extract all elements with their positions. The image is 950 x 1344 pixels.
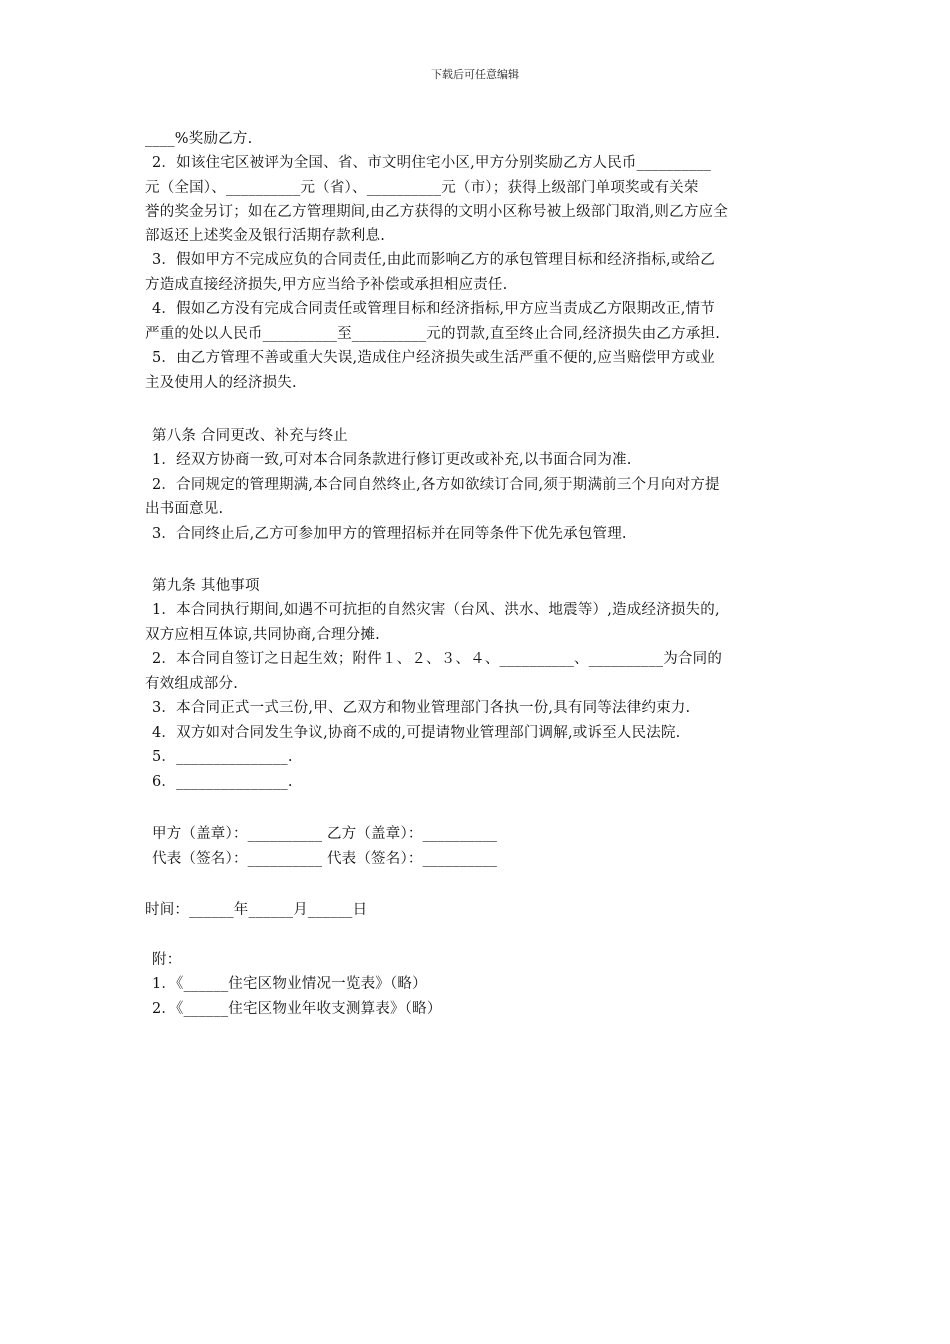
text-line: 5．_______________. <box>152 749 293 765</box>
text-line: 誉的奖金另订；如在乙方管理期间,由乙方获得的文明小区称号被上级部门取消,则乙方应全 <box>145 204 728 220</box>
text-line: 元（全国）、__________元（省）、__________元（市）；获得上级部门单项奖或有关荣 <box>145 180 699 196</box>
text-line: 2．合同规定的管理期满,本合同自然终止,各方如欲续订合同,须于期满前三个月向对方提 <box>152 477 720 493</box>
text-line: 出书面意见. <box>145 501 224 517</box>
page-header: 下载后可任意编辑 <box>431 68 519 81</box>
text-line: 3．合同终止后,乙方可参加甲方的管理招标并在同等条件下优先承包管理. <box>152 526 627 542</box>
date-line: 时间：______年______月______日 <box>145 902 368 918</box>
appendix-heading: 附： <box>152 952 182 968</box>
text-line: 主及使用人的经济损失. <box>145 375 297 391</box>
text-line: 严重的处以人民币__________至__________元的罚款,直至终止合同,经济损失由乙方承担. <box>145 326 721 342</box>
text-line: 5．由乙方管理不善或重大失误,造成住户经济损失或生活严重不便的,应当赔偿甲方或业 <box>152 350 715 366</box>
text-line: 部返还上述奖金及银行活期存款利息. <box>145 228 386 244</box>
appendix-item: 2．《______住宅区物业年收支测算表》（略） <box>152 1001 442 1017</box>
text-line: 4．双方如对合同发生争议,协商不成的,可提请物业管理部门调解,或诉至人民法院. <box>152 725 681 741</box>
text-line: ____%奖励乙方. <box>145 131 253 147</box>
signature-line: 代表（签名）：__________ 代表（签名）：__________ <box>152 851 498 867</box>
signature-line: 甲方（盖章）：__________ 乙方（盖章）：__________ <box>152 826 498 842</box>
text-line: 有效组成部分. <box>145 676 239 692</box>
text-line: 3．假如甲方不完成应负的合同责任,由此而影响乙方的承包管理目标和经济指标,或给乙 <box>152 252 715 268</box>
appendix-item: 1．《______住宅区物业情况一览表》（略） <box>152 976 427 992</box>
text-line: 1．本合同执行期间,如遇不可抗拒的自然灾害（台风、洪水、地震等）,造成经济损失的, <box>152 602 720 618</box>
text-line: 6．_______________. <box>152 774 293 790</box>
section-heading: 第九条 其他事项 <box>152 578 260 594</box>
text-line: 2．如该住宅区被评为全国、省、市文明住宅小区,甲方分别奖励乙方人民币__________ <box>152 155 712 171</box>
text-line: 4．假如乙方没有完成合同责任或管理目标和经济指标,甲方应当责成乙方限期改正,情节 <box>152 301 715 317</box>
text-line: 双方应相互体谅,共同协商,合理分摊. <box>145 627 380 643</box>
text-line: 方造成直接经济损失,甲方应当给予补偿或承担相应责任. <box>145 277 508 293</box>
text-line: 2．本合同自签订之日起生效；附件１、２、３、４、__________、__________为合同的 <box>152 651 723 667</box>
text-line: 3．本合同正式一式三份,甲、乙双方和物业管理部门各执一份,具有同等法律约束力. <box>152 700 691 716</box>
text-line: 1．经双方协商一致,可对本合同条款进行修订更改或补充,以书面合同为准. <box>152 452 632 468</box>
section-heading: 第八条 合同更改、补充与终止 <box>152 428 348 444</box>
